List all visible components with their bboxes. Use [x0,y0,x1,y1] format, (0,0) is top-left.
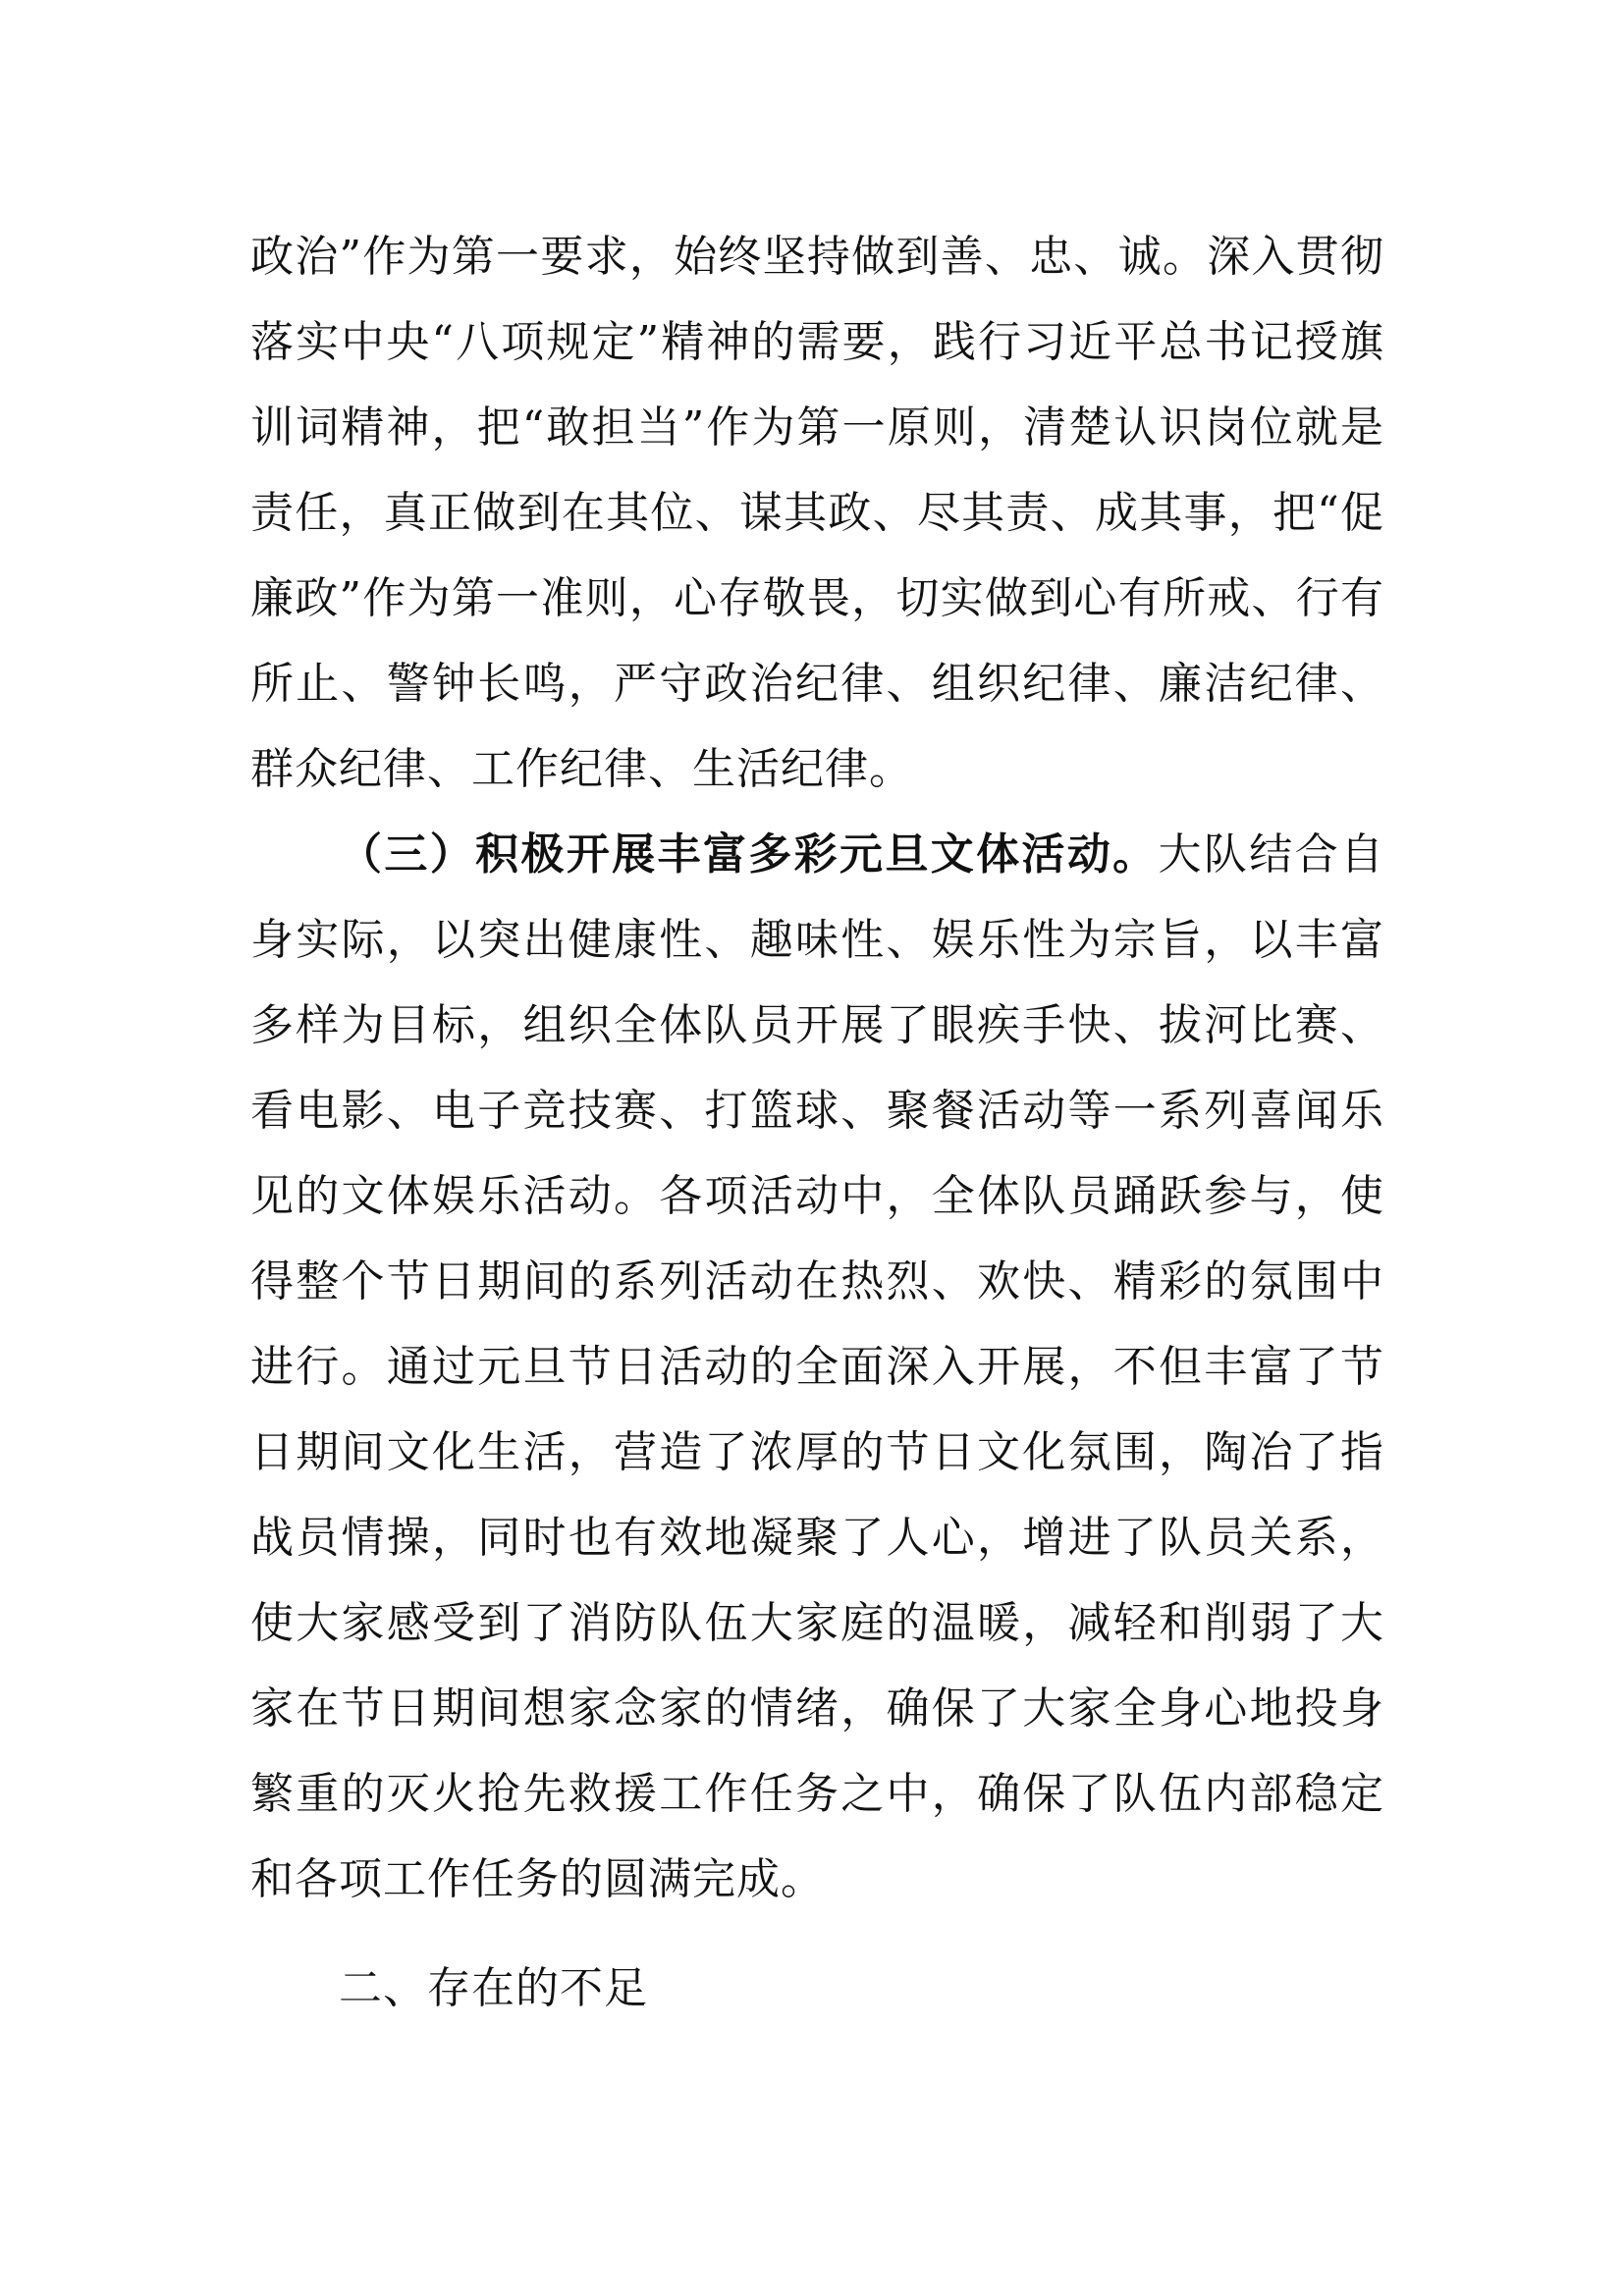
heading-shortcomings: 二、存在的不足 [339,1963,648,2013]
paragraph-section-3 [250,812,1384,1922]
paragraph-discipline: 政治”作为第一要求，始终坚持做到善、忠、诚。深入贯彻落实中央“八项规定”精神的需要，践行习近平总书记授旗训词精神，把“敢担当”作为第一原则，清楚认识岗位就是责任，真正做到在其位、谋其政、尽其责、成其事，把“促廉政”作为第一准则，心存敬畏，切实做到心有所戒、行有所止、警钟长鸣，严守政治纪律、组织纪律、廉洁纪律、群众纪律、工作纪律、生活纪律。 [250,232,1384,794]
document-body [250,214,1384,2031]
section-3-title: （三）积极开展丰富多彩元旦文体活动。 [339,829,1159,880]
section-3-body: 大队结合自身实际，以突出健康性、趣味性、娱乐性为宗旨，以丰富多样为目标，组织全体队员开展了眼疾手快、拔河比赛、看电影、电子竞技赛、打篮球、聚餐活动等一系列喜闻乐见的文体娱乐活动。各项活动中，全体队员踊跃参与，使得整个节日期间的系列活动在热烈、欢快、精彩的氛围中进行。通过元旦节日活动的全面深入开展，不但丰富了节日期间文化生活，营造了浓厚的节日文化氛围，陶冶了指战员情操，同时也有效地凝聚了人心，增进了队员关系，使大家感受到了消防队伍大家庭的温暖，减轻和削弱了大家在节日期间想家念家的情绪，确保了大家全身心地投身繁重的灭火抢先救援工作任务之中，确保了队伍内部稳定和各项工作任务的圆满完成。 [250,829,1385,1904]
